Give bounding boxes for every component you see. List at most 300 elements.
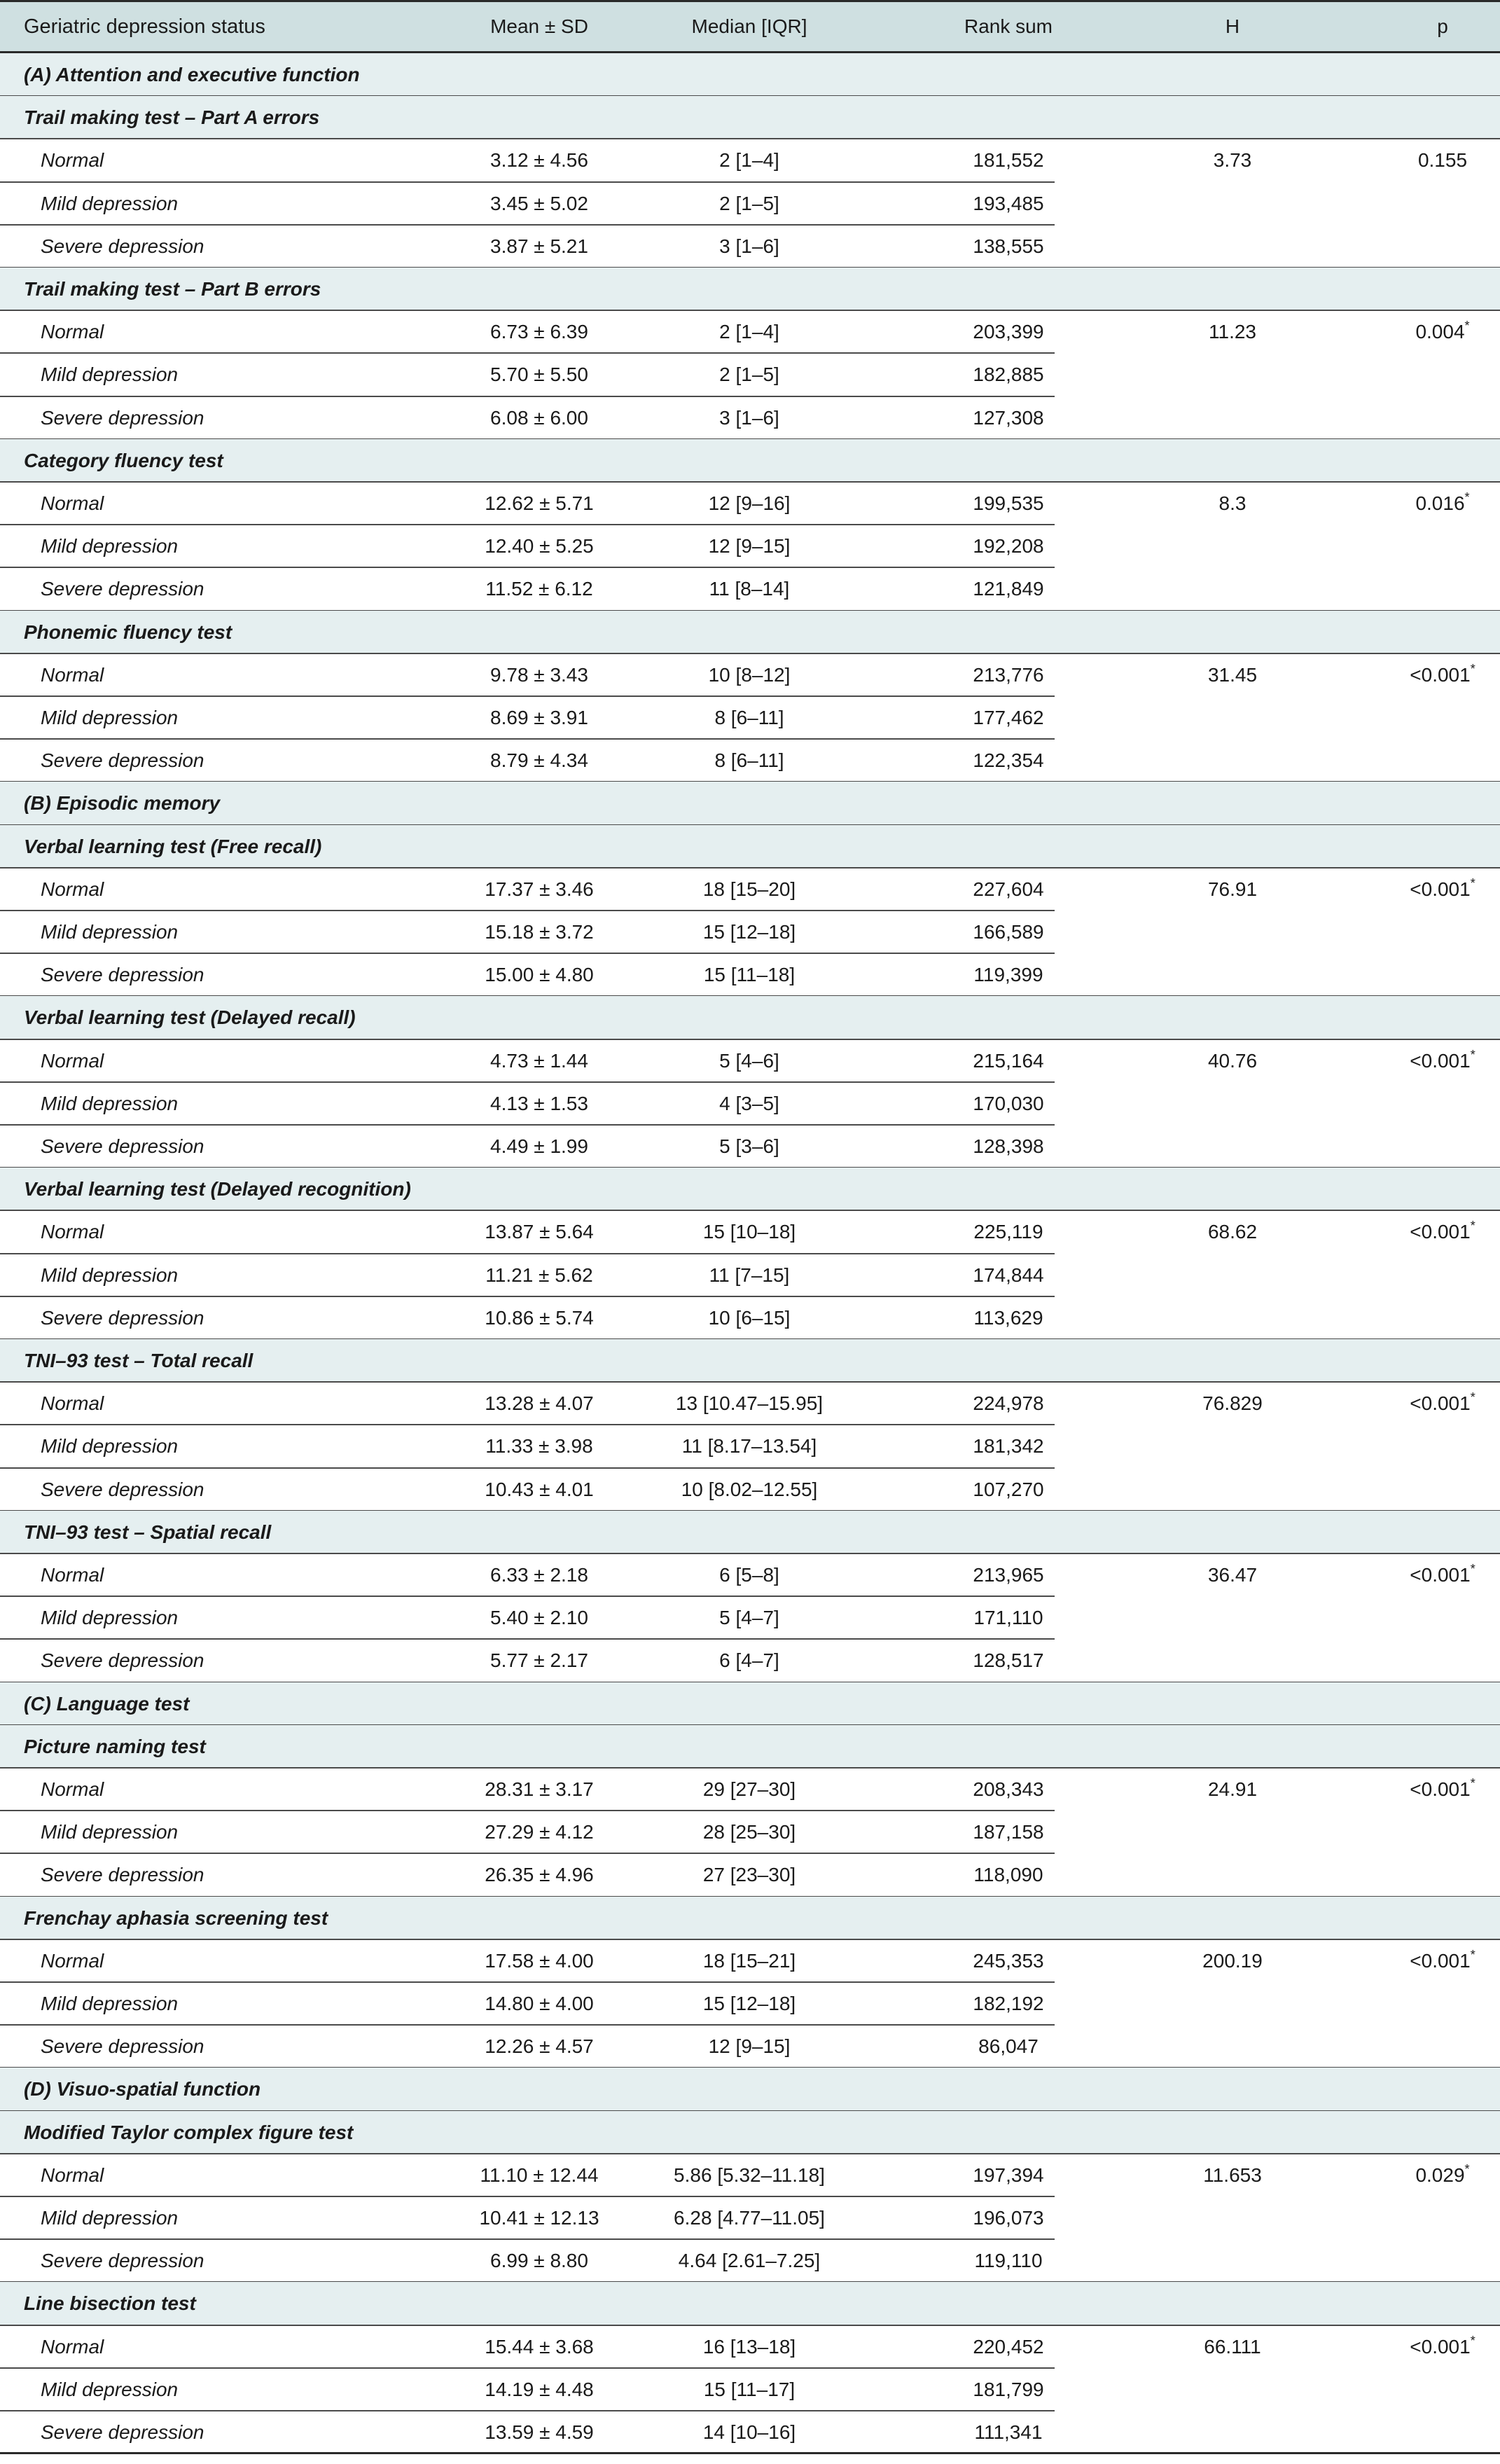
significance-marker: * [1464,319,1470,333]
group-label: Mild depression [41,1264,179,1286]
group-label: Mild depression [41,534,179,557]
group-label: Mild depression [41,920,179,943]
cell-p [1373,1768,1500,1811]
table-row [0,353,1500,396]
cell-median-text: 8 [6–11] [714,706,784,728]
cell-mean-text: 3.12 ± 4.56 [490,148,588,171]
cell-median [602,1125,896,1168]
cell-median [602,1811,896,1853]
table-row [0,1639,1500,1682]
cell-h [1162,310,1303,353]
cell-p-text: <0.001 [1410,1049,1471,1072]
test-title: Phonemic fluency test [24,621,232,643]
test-row [0,2111,1500,2154]
cell-median-text: 10 [8–12] [708,663,791,686]
group-label: Normal [41,2164,104,2186]
header-h: H [1225,15,1240,37]
cell-rank-text: 197,394 [973,2164,1044,2186]
cell-mean-text: 15.18 ± 3.72 [485,920,594,943]
group-label: Severe depression [41,577,204,600]
cell-p [1373,1553,1500,1596]
group-label: Normal [41,1049,104,1072]
test-row [0,268,1500,310]
cell-median [602,2368,896,2411]
cell-median [602,525,896,567]
cell-rank-text: 128,398 [973,1135,1044,1157]
cell-p [1373,868,1500,911]
cell-rank-text: 224,978 [973,1392,1044,1414]
cell-rank [861,1425,1155,1467]
group-label: Severe depression [41,2035,204,2057]
cell-mean-text: 27.29 ± 4.12 [485,1820,594,1843]
cell-median [602,1296,896,1339]
cell-h-text: 76.829 [1202,1392,1263,1414]
cell-p [1373,310,1500,353]
cell-mean-text: 12.62 ± 5.71 [485,492,594,514]
table-row [0,1039,1500,1082]
cell-mean-text: 11.21 ± 5.62 [485,1264,593,1286]
table-row [0,482,1500,525]
cell-p-text: <0.001 [1410,1220,1471,1243]
table-row [0,1811,1500,1853]
cell-mean-text: 13.28 ± 4.07 [485,1392,594,1414]
test-row [0,1725,1500,1768]
test-title: TNI–93 test – Spatial recall [24,1521,272,1543]
section-row [0,782,1500,824]
section-title: (D) Visuo-spatial function [24,2077,261,2100]
cell-rank-text: 203,399 [973,320,1044,342]
cell-median [602,739,896,782]
group-label: Severe depression [41,2249,204,2271]
cell-h-text: 11.23 [1209,320,1256,342]
section-title: (A) Attention and executive function [24,63,360,85]
table-row [0,396,1500,439]
group-label: Normal [41,148,104,171]
table-row [0,310,1500,353]
cell-rank-text: 181,799 [973,2378,1044,2400]
cell-median [602,182,896,225]
group-label: Mild depression [41,2206,179,2229]
cell-median-text: 15 [11–18] [703,963,796,985]
group-label: Severe depression [41,406,204,429]
cell-rank [861,1382,1155,1425]
significance-marker: * [1464,490,1470,504]
cell-median-text: 4.64 [2.61–7.25] [678,2249,821,2271]
table-row [0,1468,1500,1511]
cell-median-text: 5 [3–6] [719,1135,779,1157]
group-label: Normal [41,1392,104,1414]
group-label: Mild depression [41,1092,179,1114]
header-median: Median [IQR] [691,15,807,37]
cell-median [602,225,896,268]
cell-h-text: 68.62 [1207,1220,1258,1243]
group-label: Normal [41,1220,104,1243]
header-p: p [1437,15,1448,37]
cell-h [1162,1768,1303,1811]
cell-mean-text: 4.49 ± 1.99 [490,1135,588,1157]
cell-median [602,310,896,353]
cell-rank-text: 227,604 [973,878,1044,900]
cell-median [602,2411,896,2453]
cell-mean-text: 14.19 ± 4.48 [485,2378,594,2400]
header-rank-sum: Rank sum [964,15,1053,37]
table-row [0,2368,1500,2411]
group-label: Severe depression [41,963,204,985]
cell-rank [861,225,1155,268]
cell-median [602,2025,896,2068]
cell-rank [861,953,1155,996]
cell-rank [861,911,1155,953]
group-label: Normal [41,878,104,900]
cell-median-text: 11 [7–15] [709,1264,790,1286]
cell-median [602,696,896,739]
cell-p [1373,1939,1500,1982]
cell-median-text: 3 [1–6] [719,406,779,429]
cell-median-text: 12 [9–16] [708,492,791,514]
cell-h [1162,1939,1303,1982]
cell-mean-text: 5.77 ± 2.17 [490,1649,588,1671]
cell-rank-text: 213,776 [973,663,1044,686]
cell-rank [861,396,1155,439]
cell-median-text: 5 [4–7] [719,1606,779,1628]
cell-rank-text: 171,110 [973,1606,1043,1628]
cell-rank [861,696,1155,739]
cell-rank [861,1596,1155,1639]
group-label: Mild depression [41,1992,179,2014]
test-row [0,96,1500,139]
cell-mean-text: 15.00 ± 4.80 [485,963,594,985]
cell-rank [861,2239,1155,2282]
test-title: Trail making test – Part B errors [24,277,321,300]
group-label: Mild depression [41,1820,179,1843]
table-row [0,225,1500,268]
test-title: Modified Taylor complex figure test [24,2121,354,2143]
cell-h [1162,1382,1303,1425]
cell-h [1162,139,1303,181]
cell-p-text: 0.029 [1415,2164,1465,2186]
cell-h-text: 36.47 [1207,1563,1258,1586]
cell-rank-text: 121,849 [973,577,1044,600]
cell-median-text: 16 [13–18] [702,2335,796,2358]
cell-median-text: 5 [4–6] [719,1049,779,1072]
cell-median [602,1939,896,1982]
cell-rank-text: 118,090 [973,1863,1043,1885]
cell-mean-text: 17.37 ± 3.46 [485,878,594,900]
cell-mean-text: 8.69 ± 3.91 [490,706,588,728]
cell-rank [861,139,1155,181]
table-row [0,653,1500,696]
cell-median [602,2239,896,2282]
cell-rank-text: 196,073 [973,2206,1044,2229]
cell-rank-text: 213,965 [973,1563,1044,1586]
table-row [0,567,1500,610]
table-row [0,1125,1500,1168]
cell-rank [861,353,1155,396]
table-row [0,2196,1500,2239]
cell-median [602,911,896,953]
cell-rank [861,1468,1155,1511]
cell-median-text: 6.28 [4.77–11.05] [674,2206,825,2229]
cell-median-text: 18 [15–21] [702,1949,796,1972]
group-label: Severe depression [41,1649,204,1671]
cell-median-text: 12 [9–15] [708,534,791,557]
test-row [0,1511,1500,1553]
cell-mean-text: 9.78 ± 3.43 [490,663,588,686]
header-mean: Mean ± SD [490,15,588,37]
cell-median [602,567,896,610]
cell-h-text: 40.76 [1207,1049,1258,1072]
cell-p [1373,1039,1500,1082]
significance-marker: * [1470,1776,1475,1790]
table-row [0,953,1500,996]
test-row [0,1339,1500,1382]
cell-rank-text: 128,517 [973,1649,1044,1671]
cell-rank-text: 127,308 [973,406,1044,429]
group-label: Normal [41,2335,104,2358]
table-row [0,2325,1500,2368]
cell-median-text: 8 [6–11] [714,749,784,771]
cell-p-text: <0.001 [1410,663,1471,686]
cell-rank-text: 119,110 [974,2249,1043,2271]
table-row [0,139,1500,181]
cell-mean-text: 26.35 ± 4.96 [485,1863,594,1885]
cell-h-text: 200.19 [1202,1949,1263,1972]
test-title: Line bisection test [24,2292,196,2314]
table-row [0,1553,1500,1596]
cell-rank [861,2325,1155,2368]
cell-rank [861,182,1155,225]
cell-mean-text: 10.86 ± 5.74 [485,1306,594,1329]
cell-h [1162,482,1303,525]
cell-median-text: 11 [8–14] [709,577,790,600]
cell-p-text: 0.155 [1417,148,1468,171]
cell-median-text: 29 [27–30] [702,1778,796,1800]
cell-rank-text: 166,589 [973,920,1044,943]
test-row [0,611,1500,653]
test-row [0,439,1500,482]
cell-median [602,2154,896,2196]
cell-rank [861,2196,1155,2239]
group-label: Severe depression [41,1306,204,1329]
cell-median-text: 5.86 [5.32–11.18] [674,2164,825,2186]
cell-rank-text: 86,047 [978,2035,1039,2057]
table-row [0,1210,1500,1253]
cell-p [1373,1382,1500,1425]
cell-rank-text: 113,629 [973,1306,1043,1329]
cell-h [1162,1553,1303,1596]
group-label: Normal [41,492,104,514]
cell-median-text: 2 [1–4] [719,320,779,342]
test-title: Trail making test – Part A errors [24,106,320,128]
cell-mean-text: 17.58 ± 4.00 [485,1949,594,1972]
significance-marker: * [1470,1048,1475,1062]
cell-mean-text: 13.87 ± 5.64 [485,1220,594,1243]
cell-rank [861,1296,1155,1339]
significance-marker: * [1470,1948,1475,1962]
cell-median [602,482,896,525]
cell-rank-text: 181,342 [973,1434,1044,1457]
cell-rank-text: 187,158 [973,1820,1044,1843]
cell-median-text: 14 [10–16] [702,2421,796,2443]
table-row [0,1425,1500,1467]
cell-rank [861,1254,1155,1296]
cell-rank [861,1639,1155,1682]
cell-median-text: 12 [9–15] [708,2035,791,2057]
cell-mean-text: 10.43 ± 4.01 [485,1478,594,1500]
cell-mean-text: 4.13 ± 1.53 [490,1092,588,1114]
cell-median [602,1639,896,1682]
cell-h [1162,1210,1303,1253]
table-row [0,739,1500,782]
cell-median-text: 6 [4–7] [719,1649,779,1671]
cell-rank [861,1082,1155,1125]
cell-median-text: 2 [1–4] [719,148,779,171]
cell-h-text: 3.73 [1213,148,1252,171]
test-row [0,1168,1500,1210]
test-title: Verbal learning test (Delayed recall) [24,1006,356,1028]
group-label: Severe depression [41,1863,204,1885]
group-label: Mild depression [41,2378,179,2400]
cell-mean-text: 15.44 ± 3.68 [485,2335,594,2358]
cell-rank [861,1982,1155,2025]
cell-median [602,2196,896,2239]
cell-mean-text: 6.08 ± 6.00 [490,406,588,429]
cell-h [1162,868,1303,911]
cell-mean-text: 10.41 ± 12.13 [479,2206,599,2229]
cell-mean-text: 6.99 ± 8.80 [490,2249,588,2271]
cell-rank [861,653,1155,696]
table-row [0,1254,1500,1296]
cell-median-text: 18 [15–20] [702,878,796,900]
cell-p-text: <0.001 [1410,2335,1471,2358]
cell-rank-text: 192,208 [973,534,1044,557]
cell-median-text: 4 [3–5] [719,1092,779,1114]
significance-marker: * [1470,2334,1475,2348]
section-row [0,1682,1500,1725]
significance-marker: * [1470,662,1475,676]
table-row [0,911,1500,953]
cell-rank-text: 225,119 [973,1220,1043,1243]
cell-median [602,1768,896,1811]
group-label: Mild depression [41,706,179,728]
cell-median [602,1082,896,1125]
cell-median-text: 3 [1–6] [719,235,779,257]
group-label: Normal [41,1563,104,1586]
cell-mean-text: 12.40 ± 5.25 [485,534,594,557]
cell-mean-text: 6.73 ± 6.39 [490,320,588,342]
table-row [0,1296,1500,1339]
group-label: Severe depression [41,749,204,771]
table-row [0,525,1500,567]
cell-rank-text: 215,164 [973,1049,1044,1072]
cell-rank [861,1768,1155,1811]
cell-rank-text: 111,341 [974,2421,1043,2443]
table-header [0,0,1500,53]
group-label: Severe depression [41,1478,204,1500]
cell-p-text: <0.001 [1410,878,1471,900]
cell-rank-text: 199,535 [973,492,1044,514]
test-title: Verbal learning test (Delayed recognition) [24,1177,411,1200]
cell-median-text: 13 [10.47–15.95] [675,1392,824,1414]
header-status: Geriatric depression status [24,15,265,38]
cell-p-text: <0.001 [1410,1778,1471,1800]
group-label: Normal [41,1778,104,1800]
cell-median-text: 15 [11–17] [703,2378,796,2400]
significance-marker: * [1470,1219,1475,1233]
group-label: Normal [41,663,104,686]
table-row [0,2154,1500,2196]
section-row [0,2068,1500,2110]
cell-rank-text: 177,462 [973,706,1044,728]
cell-rank-text: 182,885 [973,363,1044,385]
cell-h-text: 24.91 [1207,1778,1258,1800]
significance-marker: * [1464,2162,1470,2176]
cell-p [1373,653,1500,696]
cell-mean-text: 6.33 ± 2.18 [490,1563,588,1586]
table-row [0,1982,1500,2025]
cell-median [602,1039,896,1082]
cell-median-text: 15 [12–18] [702,920,796,943]
cell-median [602,1553,896,1596]
cell-mean-text: 13.59 ± 4.59 [485,2421,594,2443]
cell-median-text: 27 [23–30] [702,1863,796,1885]
cell-mean-text: 11.33 ± 3.98 [485,1434,593,1457]
section-row [0,53,1500,96]
cell-rank-text: 174,844 [973,1264,1044,1286]
table-row [0,696,1500,739]
cell-h-text: 8.3 [1218,492,1246,514]
cell-median-text: 6 [5–8] [719,1563,779,1586]
table-row [0,2411,1500,2453]
table-row [0,1939,1500,1982]
cell-rank [861,1125,1155,1168]
cell-rank-text: 208,343 [973,1778,1044,1800]
cell-rank [861,1553,1155,1596]
cell-median [602,1468,896,1511]
cell-p [1373,1210,1500,1253]
cell-h [1162,2325,1303,2368]
cell-mean-text: 8.79 ± 4.34 [490,749,588,771]
cell-median-text: 2 [1–5] [719,192,779,214]
cell-mean-text: 3.87 ± 5.21 [490,235,588,257]
cell-rank-text: 193,485 [973,192,1044,214]
cell-rank [861,2154,1155,2196]
cell-median [602,1382,896,1425]
cell-rank [861,2025,1155,2068]
group-label: Mild depression [41,363,179,385]
cell-median-text: 10 [6–15] [708,1306,791,1329]
cell-p [1373,2154,1500,2196]
significance-marker: * [1470,1562,1475,1576]
group-label: Normal [41,1949,104,1972]
test-title: Verbal learning test (Free recall) [24,835,322,857]
cell-rank [861,310,1155,353]
cell-mean-text: 5.70 ± 5.50 [490,363,588,385]
cell-median [602,1596,896,1639]
cell-rank [861,1210,1155,1253]
table-row [0,868,1500,911]
cell-rank [861,868,1155,911]
test-row [0,996,1500,1039]
table-row [0,1768,1500,1811]
significance-marker: * [1470,876,1475,890]
cell-median-text: 2 [1–5] [719,363,779,385]
cell-rank-text: 245,353 [973,1949,1044,1972]
cell-rank [861,1939,1155,1982]
table-row [0,1382,1500,1425]
group-label: Severe depression [41,2421,204,2443]
cell-mean-text: 11.10 ± 12.44 [480,2164,599,2186]
